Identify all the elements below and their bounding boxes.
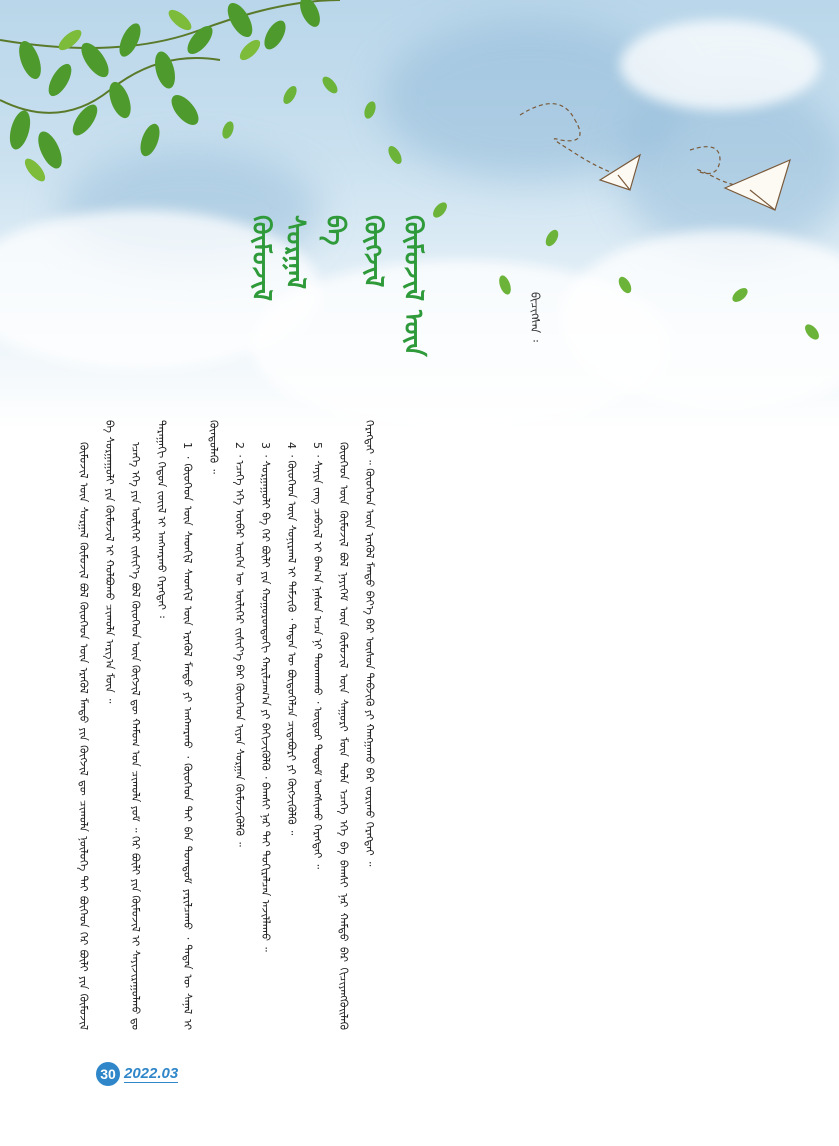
title-line-2: ᠬᠥᠭᠵᠢᠯ xyxy=(358,215,388,288)
title-line-4: ᠰᠤᠷᠭᠠᠯ xyxy=(280,215,310,290)
paragraph: 2 ᠂ ᠡᠴᠡᠭᠡ ᠡᠬᠡ ᠥᠪᠡᠷ ᠦᠭᠡᠨ ᠦ ᠦᠯᠢᠭᠡᠷ ᠵᠢᠱᠢᠶ᠎ᠡ ᠪᠡᠷ ᠬᠦᠦᠬᠡᠳ ᠢᠶᠡᠨ ᠰᠤᠷᠭᠠᠨ ᠬᠥᠮᠦᠵᠢᠭᠦᠯᠬᠦ ᠃ xyxy=(233,442,246,847)
title-line-3: ᠪᠠ xyxy=(320,215,350,246)
paragraph: 1 ᠂ ᠬᠦᠦᠬᠡᠳ ᠦᠨ ᠰᠡᠳᠬᠢᠯ ᠰᠡᠳᠬᠢᠯ ᠦᠨ ᠡᠷᠡᠭᠦᠯ ᠮᠡᠨᠳᠦ ᠶᠢ ᠠᠩᠬᠠᠷᠬᠤ ᠂ ᠬᠦᠦᠬᠡᠳ ᠲᠡᠢ ᠪᠠᠨ ᠲᠤᠭᠳᠤᠮ ᠶᠠᠷᠢᠯᠴᠠᠬᠤ ᠂ ᠲᠡᠳᠡᠨ ᠦ ᠰᠠᠨᠠᠯ ᠢ ᠬᠦᠨᠳᠦᠯᠡᠬᠦ ᠃ xyxy=(181,420,220,1030)
issue-date: 2022.03 xyxy=(124,1065,179,1082)
page-number: 30 xyxy=(96,1062,120,1086)
paragraph: 5 ᠂ ᠰᠠᠶᠢᠨ ᠵᠠᠩ ᠴᠠᠪᠴᠢᠯ ᠢ ᠪᠠᠭ᠎ᠠ ᠨᠠᠰᠤᠨ ᠠᠴᠠ ᠨᠢ ᠳᠠᠳᠬᠠᠬᠤ ᠂ ᠥᠳᠥᠷ ᠲᠤᠲᠤᠮ ᠤᠩᠰᠢᠬᠤ ᠬᠡᠷᠡᠭᠲᠡᠢ ᠃ xyxy=(311,442,324,869)
title-line-1: ᠬᠦᠮᠦᠵᠢᠯ ᠦᠨ xyxy=(398,215,428,357)
title-line-5: ᠬᠥᠮᠦᠵᠢᠯ xyxy=(246,215,276,302)
paragraph: 3 ᠂ ᠰᠤᠷᠭᠠᠭᠤᠯᠢ ᠪᠠ ᠭᠡᠷ ᠪᠦᠯᠢ ᠶᠢᠨ ᠬᠣᠭᠣᠷᠣᠨᠳᠣᠬᠢ ᠬᠠᠷᠢᠯᠴᠠᠭ᠎ᠠ ᠶᠢ ᠪᠡᠬᠢᠵᠢᠭᠦᠯᠬᠦ ᠂ ᠪᠠᠭᠰᠢ ᠨᠠᠷ ᠲᠠᠢ ᠲᠣᠬᠢᠷᠠᠯᠴᠠᠨ ᠠᠵᠢᠯᠯᠠᠬᠤ ᠃ xyxy=(259,442,272,952)
article-text xyxy=(70,420,382,1030)
header-illustration xyxy=(0,0,839,430)
article-body xyxy=(70,420,770,1040)
author-byline: ᠪᠢᠴᠢᠭᠰᠡᠨ ᠄ xyxy=(528,292,542,342)
paragraph: ᠬᠦᠦᠬᠡᠳ ᠦᠨ ᠬᠥᠮᠦᠵᠢᠯ ᠪᠤᠯ ᠨᠡᠶᠢᠭᠡᠮ ᠦᠨ ᠬᠥᠮᠦᠵᠢᠯ ᠦᠨ ᠰᠠᠭᠤᠷᠢ ᠮᠥᠨ ᠲᠤᠯᠠ ᠡᠴᠡᠭᠡ ᠡᠬᠡ ᠪᠠ ᠪᠠᠭᠰᠢ ᠨᠠᠷ ᠬᠠᠮᠲᠤ ᠪᠡᠷ ᠬᠢᠴᠢᠶᠡᠩᠭᠦᠢᠯᠡᠬᠦ ᠬᠡᠷᠡᠭᠲᠡᠢ ᠃ ᠬᠦᠦᠬᠡᠳ ᠦᠨ ᠡᠷᠡᠭᠦᠯ ᠮᠡᠨᠳᠦ ᠪᠡᠶ᠎ᠡ ᠪᠡᠷ ᠥᠰᠦᠨ ᠳᠡᠪᠵᠢᠬᠦ ᠶᠢ ᠬᠠᠩᠭᠠᠬᠤ ᠪᠠᠷ ᠵᠣᠷᠢᠬᠤ ᠬᠡᠷᠡᠭᠲᠡᠢ ᠃ xyxy=(337,420,376,1030)
page-footer xyxy=(96,1062,178,1086)
paragraph: ᠡᠴᠡᠭᠡ ᠡᠬᠡ ᠶᠢᠨ ᠦᠯᠢᠭᠡᠷ ᠵᠢᠱᠢᠶ᠎ᠡ ᠪᠤᠯ ᠬᠦᠦᠬᠡᠳ ᠦᠨ ᠬᠥᠭᠵᠢᠯ ᠳᠦ ᠬᠠᠮᠤᠭ ᠤᠨ ᠴᠢᠬᠤᠯᠠ ᠶᠤᠮ ᠃ ᠭᠡᠷ ᠪᠦᠯᠢ ᠶᠢᠨ ᠬᠥᠮᠦᠵᠢᠯ ᠢ ᠰᠠᠶᠢᠵᠢᠷᠠᠭᠤᠯᠬᠤ ᠳᠤ ᠳᠠᠷᠠᠭᠠᠬᠢ ᠬᠡᠳᠦᠨ ᠵᠦᠢᠯ ᠢ ᠠᠩᠬᠠᠷᠬᠤ ᠬᠡᠷᠡᠭᠲᠡᠢ ᠄ xyxy=(129,420,168,1030)
paragraph: 4 ᠂ ᠬᠦᠦᠬᠡᠳ ᠦᠨ ᠰᠤᠨᠢᠷᠬᠠᠯ ᠢ ᠳᠡᠮᠵᠢᠬᠦ ᠂ ᠲᠡᠳᠡᠨ ᠦ ᠪᠦᠲᠦᠭᠡᠯᠴᠡ ᠴᠢᠳᠠᠪᠤᠷᠢ ᠶᠢ ᠬᠥᠭᠵᠢᠭᠦᠯᠬᠦ ᠃ xyxy=(285,442,298,836)
paragraph: ᠬᠦᠮᠦᠵᠢᠯ ᠦᠨ ᠰᠤᠷᠭᠠᠯ ᠬᠦᠮᠦᠵᠢᠯ ᠪᠤᠯ ᠬᠦᠦᠬᠡᠳ ᠦᠨ ᠡᠷᠡᠭᠦᠯ ᠮᠡᠨᠳᠦ ᠶᠢᠨ ᠬᠥᠭᠵᠢᠯ ᠳᠦ ᠴᠢᠬᠤᠯᠠ ᠨᠥᠯᠦᠭᠡ ᠲᠡᠢ ᠪᠥᠭᠡᠳ ᠭᠡᠷ ᠪᠦᠯᠢ ᠶᠢᠨ ᠬᠥᠮᠦᠵᠢᠯ ᠪᠠ ᠰᠤᠷᠭᠠᠭᠤᠯᠢ ᠶᠢᠨ ᠬᠥᠮᠦᠵᠢᠯ ᠢ ᠬᠣᠯᠪᠣᠬᠤ ᠴᠢᠬᠤᠯᠠ ᠠᠷᠭ᠎ᠠ ᠮᠥᠨ ᠃ xyxy=(77,420,116,1030)
